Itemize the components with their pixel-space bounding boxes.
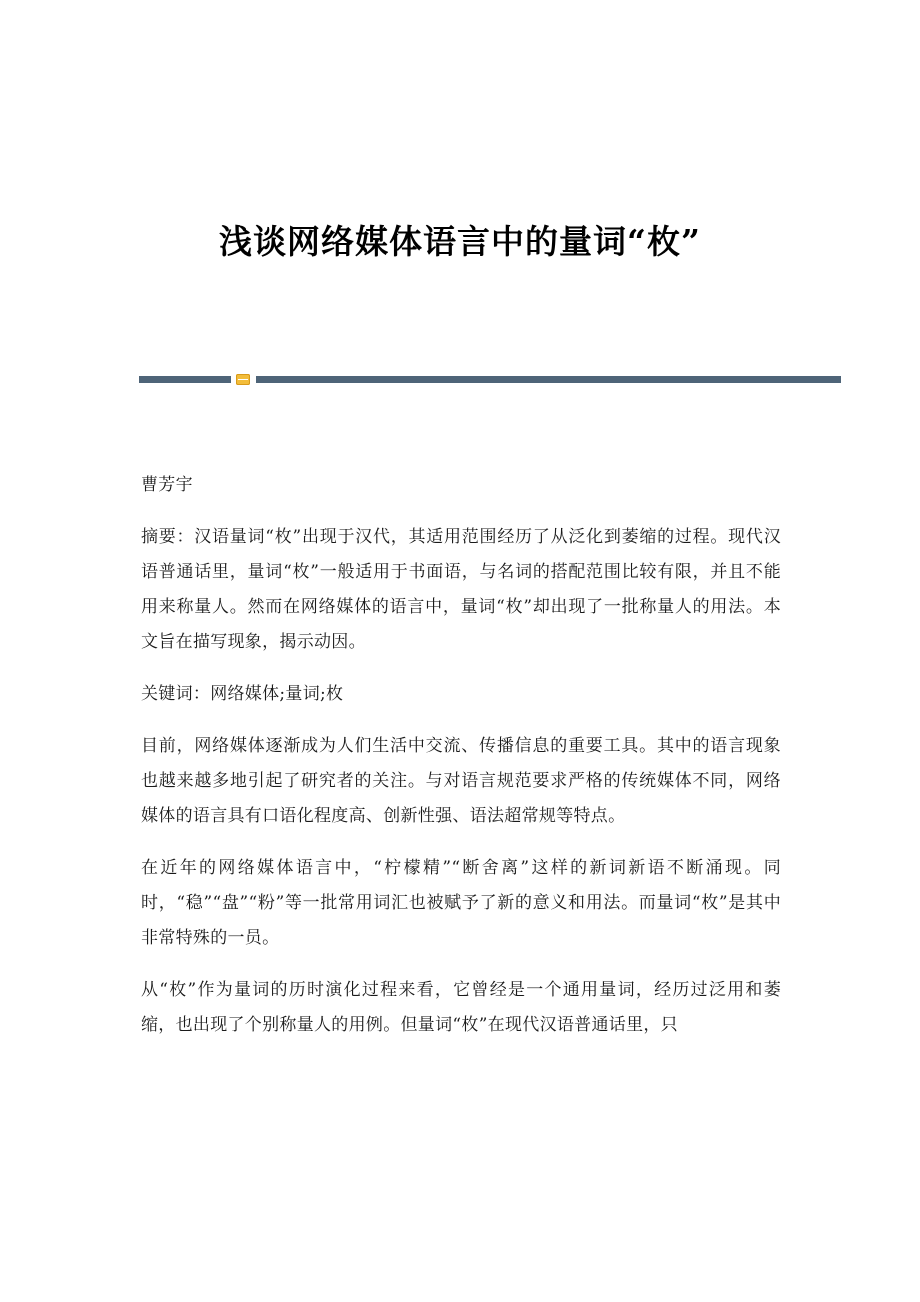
document-title: 浅谈网络媒体语言中的量词“枚” — [219, 222, 701, 261]
body-paragraph-1: 目前，网络媒体逐渐成为人们生活中交流、传播信息的重要工具。其中的语言现象也越来越多地引起了研究者的关注。与对语言规范要求严格的传统媒体不同，网络媒体的语言具有口语化程度高、创新性强、语法超常规等特点。 — [141, 736, 781, 826]
divider-emblem-icon — [236, 374, 250, 385]
divider-bar-left — [139, 376, 231, 383]
abstract-paragraph: 摘要：汉语量词“枚”出现于汉代，其适用范围经历了从泛化到萎缩的过程。现代汉语普通话里，量词“枚”一般适用于书面语，与名词的搭配范围比较有限，并且不能用来称量人。然而在网络媒体的语言中，量词“枚”却出现了一批称量人的用法。本文旨在描写现象，揭示动因。 — [141, 527, 781, 652]
keywords-line: 关键词：网络媒体;量词;枚 — [141, 684, 344, 704]
author-name: 曹芳宇 — [141, 475, 193, 495]
document-body — [141, 468, 781, 1060]
title-divider — [139, 374, 841, 384]
divider-bar-right — [256, 376, 841, 383]
body-paragraph-2: 在近年的网络媒体语言中，“柠檬精”“断舍离”这样的新词新语不断涌现。同时，“稳”“盘”“粉”等一批常用词汇也被赋予了新的意义和用法。而量词“枚”是其中非常特殊的一员。 — [141, 858, 781, 948]
body-paragraph-3: 从“枚”作为量词的历时演化过程来看，它曾经是一个通用量词，经历过泛用和萎缩，也出现了个别称量人的用例。但量词“枚”在现代汉语普通话里，只 — [141, 980, 781, 1035]
